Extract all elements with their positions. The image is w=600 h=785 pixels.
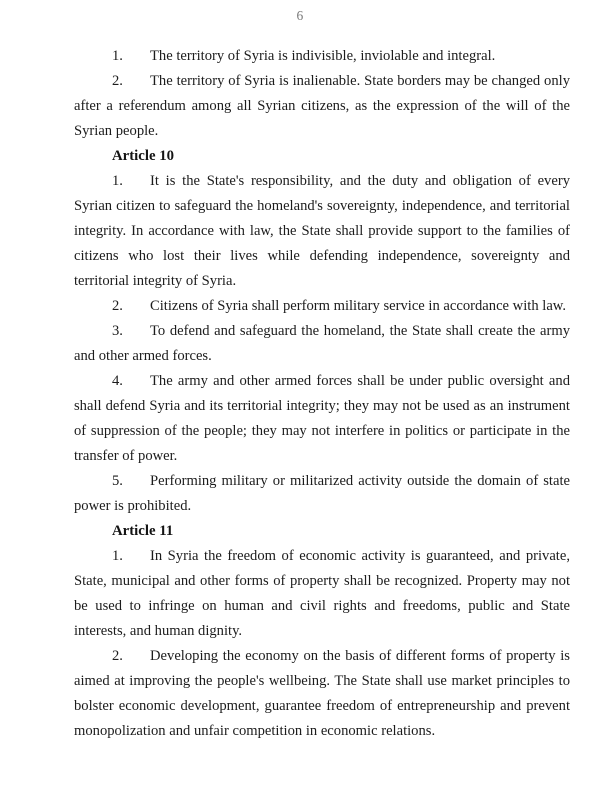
clause-text: To defend and safeguard the homeland, the State shall create the army and other armed forces.: [74, 323, 570, 364]
clause-number: 2.: [112, 298, 123, 314]
clause-text: Developing the economy on the basis of different forms of property is aimed at improving the people's wellbeing. The State shall use market principles to bolster economic development, guarantee freedom of entrepreneurship and prevent monopolization and unfair competition in economic relations.: [74, 648, 570, 739]
clause-number: 1.: [112, 173, 123, 189]
clause-number: 2.: [112, 648, 123, 664]
clause-text: Citizens of Syria shall perform military service in accordance with law.: [150, 298, 567, 314]
clause-text: The territory of Syria is indivisible, inviolable and integral.: [150, 48, 496, 64]
clause-paragraph: [74, 319, 570, 369]
clause-number: 2.: [112, 73, 123, 89]
article-heading: Article 11: [112, 523, 174, 539]
document-body: [74, 44, 570, 744]
clause-number: 1.: [112, 548, 123, 564]
clause-paragraph: [74, 644, 570, 744]
clause-number: 3.: [112, 323, 123, 339]
clause-text: It is the State's responsibility, and the duty and obligation of every Syrian citizen to safeguard the homeland's sovereignty, independence, and territorial integrity. In accordance with law, the State shall provide support to the families of citizens who lost their lives while defending independence, sovereignty and territorial integrity of Syria.: [74, 173, 570, 289]
clause-text: The army and other armed forces shall be under public oversight and shall defend Syria and its territorial integrity; they may not be used as an instrument of suppression of the people; they may not interfere in politics or participate in the transfer of power.: [74, 373, 570, 464]
clause-text: The territory of Syria is inalienable. State borders may be changed only after a referendum among all Syrian citizens, as the expression of the will of the Syrian people.: [74, 73, 570, 139]
clause-paragraph: [74, 69, 570, 144]
clause-paragraph: [74, 469, 570, 519]
clause-paragraph: [74, 294, 570, 319]
clause-paragraph: [74, 544, 570, 644]
clause-text: Performing military or militarized activity outside the domain of state power is prohibited.: [74, 473, 570, 514]
page-number: 6: [296, 8, 304, 23]
clause-number: 1.: [112, 48, 123, 64]
clause-paragraph: [74, 169, 570, 294]
clause-number: 4.: [112, 373, 123, 389]
clause-paragraph: [74, 369, 570, 469]
clause-paragraph: [74, 44, 570, 69]
article-heading: Article 10: [112, 148, 175, 164]
clause-number: 5.: [112, 473, 123, 489]
clause-text: In Syria the freedom of economic activity is guaranteed, and private, State, municipal and other forms of property shall be recognized. Property may not be used to infringe on human and civil rights and freedoms, public and State interests, and human dignity.: [74, 548, 570, 639]
